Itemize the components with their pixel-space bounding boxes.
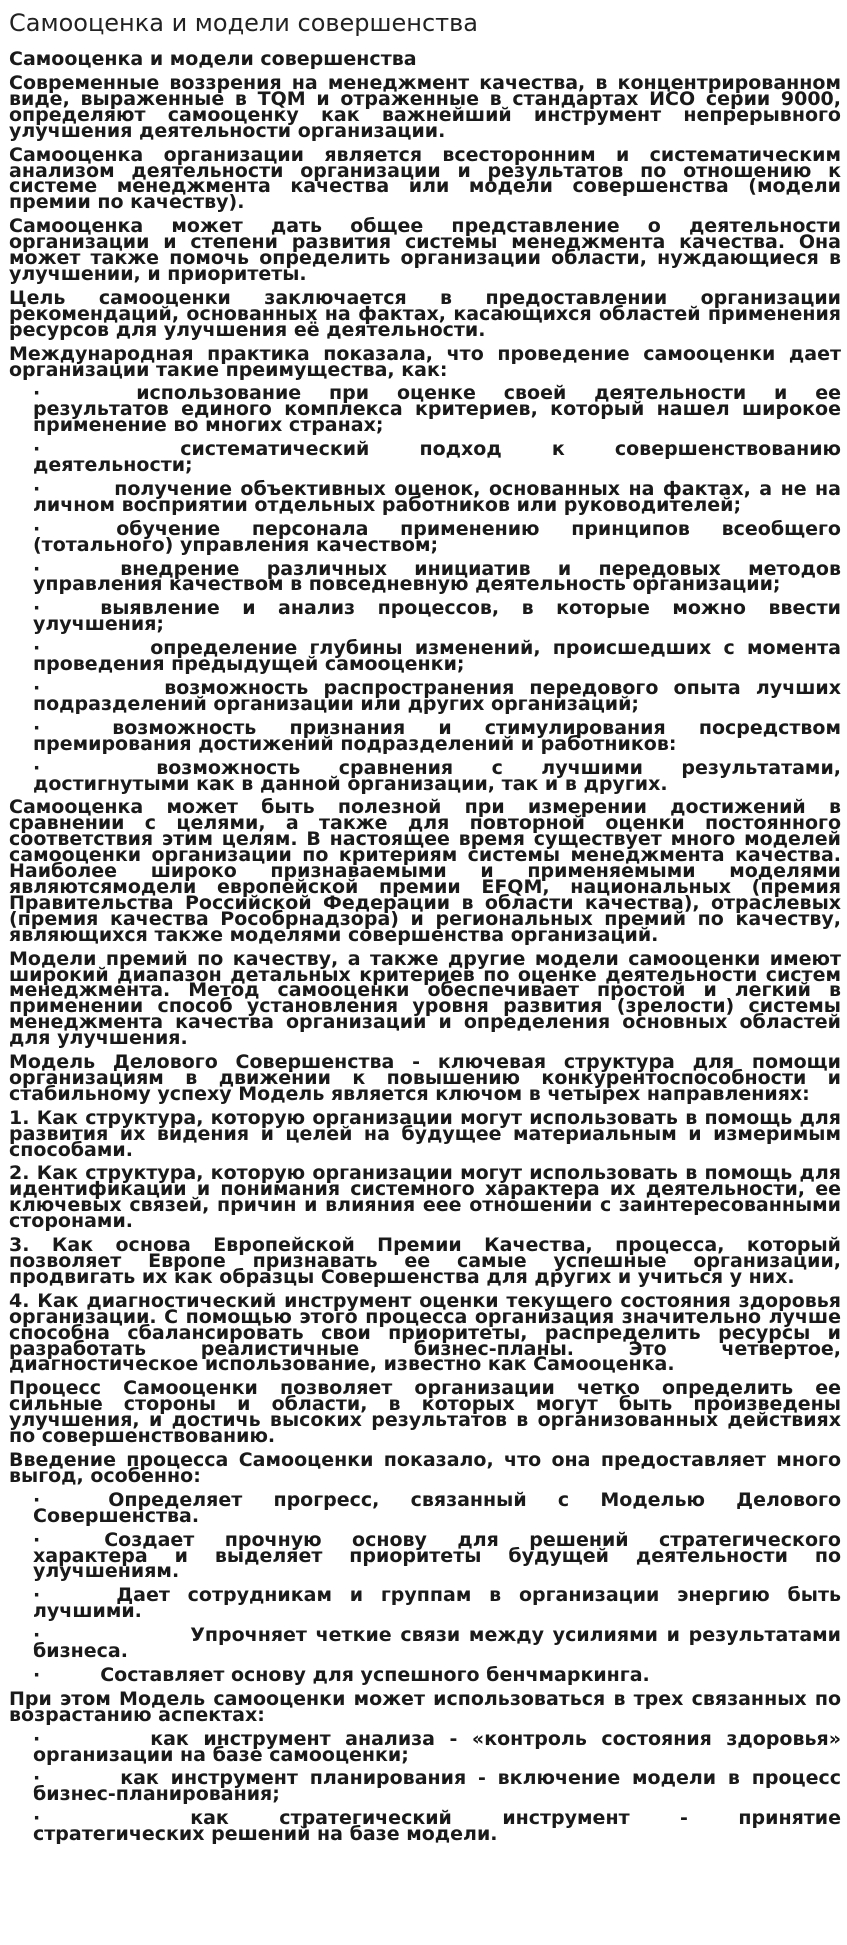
bullet-icon: · [33, 637, 41, 660]
paragraph: Самооценка организации является всесторонним и систематическим анализом деятельности организации и результатов по отношению к системе менеджмента качества или модели совершенства (модели премии по качеству). [9, 143, 841, 214]
list-item [33, 382, 841, 437]
paragraph: При этом Модель самооценки может использоваться в трех связанных по возрастанию аспектах: [9, 1687, 841, 1726]
list-item [33, 677, 841, 715]
list-item-text: возможность признания и стимулирования посредством премирования достижений подразделений и работников: [33, 716, 841, 755]
paragraph: 1. Как структура, которую организации могут использовать в помощь для развития их видения и целей на будущее материальным и измеримым способами. [9, 1106, 841, 1161]
paragraph: Самооценка может быть полезной при измерении достижений в сравнении с целями, а также для повторной оценки постоянного соответствия этим целям. В настоящее время существует много моделей самооценки организации по критериям системы менеджмента качества. Наиболее широко признаваемыми и применяемыми моделями являютсямодели европейской премии EFQM, национальных (премия Правительства Российской Федерации в области качества), отраслевых (премия качества Рособрнадзора) и региональных премий по качеству, являющихся также моделями совершенства организаций. [9, 796, 841, 946]
list-item [33, 1807, 841, 1846]
list-item-text: Составляет основу для успешного бенчмаркинга. [100, 1663, 650, 1686]
paragraph: 2. Как структура, которую организации могут использовать в помощь для идентификации и понимания системного характера их деятельности, ее ключевых связей, причин и влияния еее отношении с заинтересованными сторонами. [9, 1162, 841, 1233]
list-item-text: возможность распространения передового опыта лучших подразделений организации или других организаций; [33, 677, 841, 715]
bullet-icon: · [33, 677, 41, 699]
bullet-icon: · [33, 1528, 41, 1551]
list-item-text: возможность сравнения с лучшими результатами, достигнутыми как в данной организации, так и в других. [33, 756, 841, 795]
paragraph: Цель самооценки заключается в предоставлении организации рекомендаций, основанных на фактах, касающихся областей применения ресурсов для улучшения её деятельности. [9, 286, 841, 341]
list-item-text: внедрение различных инициатив и передовых методов управления качеством в повседневную деятельность организации; [33, 557, 841, 596]
list-item [33, 637, 841, 676]
page-title: Самооценка и модели совершенства [9, 9, 478, 37]
list-item-text: получение объективных оценок, основанных на фактах, а не на личном восприятии отдельных работников или руководителей; [33, 477, 841, 516]
list-item [33, 1767, 841, 1806]
bullet-icon: · [33, 477, 41, 500]
list-item [33, 438, 841, 477]
document-body [9, 72, 841, 1846]
list-item-text: выявление и анализ процессов, в которые можно ввести улучшения; [33, 597, 841, 636]
bullet-icon: · [33, 1807, 41, 1830]
paragraph: Современные воззрения на менеджмент качества, в концентрированном виде, выраженные в TQM и отраженные в стандартах ИСО серии 9000, определяют самооценку как важнейший инструмент непрерывного улучшения деятельности организации. [9, 72, 841, 142]
paragraph: Международная практика показала, что проведение самооценки дает организации такие преимущества, как: [9, 342, 841, 381]
list-item [33, 1663, 841, 1686]
bullet-icon: · [33, 517, 41, 540]
list-item [33, 716, 841, 755]
list-item [33, 1727, 841, 1766]
list-item-text: Создает прочную основу для решений стратегического характера и выделяет приоритеты будущей деятельности по улучшениям. [33, 1528, 841, 1583]
list-item-text: как инструмент планирования - включение модели в процесс бизнес-планирования; [33, 1767, 841, 1806]
bullet-icon: · [33, 1727, 41, 1750]
list-item-text: Упрочняет четкие связи между усилиями и результатами бизнеса. [33, 1624, 841, 1663]
bullet-icon: · [33, 756, 41, 779]
list-item [33, 756, 841, 795]
list-item [33, 557, 841, 596]
paragraph: Введение процесса Самооценки показало, что она предоставляет много выгод, особенно: [9, 1448, 841, 1487]
bullet-icon: · [33, 438, 41, 461]
bullet-icon: · [33, 1624, 41, 1647]
list-item [33, 477, 841, 516]
bullet-icon: · [33, 1584, 41, 1607]
paragraph: Модели премий по качеству, а также другие модели самооценки имеют широкий диапазон детальных критериев по оценке деятельности систем менеджмента. Метод самооценки обеспечивает простой и легкий в применении способ установления уровня развития (зрелости) системы менеджмента качества организации и определения основных областей для улучшения. [9, 947, 841, 1050]
bullet-icon: · [33, 716, 41, 739]
list-item-text: использование при оценке своей деятельности и ее результатов единого комплекса критериев, который нашел широкое применение во многих странах; [33, 382, 841, 437]
paragraph: Самооценка может дать общее представление о деятельности организации и степени развития системы менеджмента качества. Она может также помочь определить организации области, нуждающиеся в улучшении, и приоритеты. [9, 215, 841, 285]
list-item-text: Определяет прогресс, связанный с Моделью Делового Совершенства. [33, 1488, 841, 1527]
bullet-icon: · [33, 1767, 41, 1790]
bullet-icon: · [33, 1488, 41, 1511]
bullet-icon: · [33, 1663, 41, 1686]
paragraph: Модель Делового Совершенства - ключевая структура для помощи организациям в движении к повышению конкурентоспособности и стабильному успеху Модель является ключом в четырех направлениях: [9, 1051, 841, 1105]
list-item [33, 517, 841, 556]
list-item-text: Дает сотрудникам и группам в организации энергию быть лучшими. [33, 1584, 841, 1623]
list-item-text: как стратегический инструмент - принятие стратегических решений на базе модели. [33, 1807, 841, 1846]
list-item [33, 597, 841, 636]
paragraph: 4. Как диагностический инструмент оценки текущего состояния здоровья организации. С помощью этого процесса организация значительно лучше способна сбалансировать свои приоритеты, распределить ресурсы и разработать реалистичные бизнес-планы. Это четвертое, диагностическое использование, известно как Самооценка. [9, 1289, 841, 1376]
paragraph: Процесс Самооценки позволяет организации четко определить ее сильные стороны и области, в которых могут быть произведены улучшения, и достичь высоких результатов в организованных действиях по совершенствованию. [9, 1377, 841, 1448]
list-item-text: систематический подход к совершенствованию деятельности; [33, 438, 841, 477]
list-item-text: как инструмент анализа - «контроль состояния здоровья» организации на базе самооценки; [33, 1727, 841, 1766]
list-item-text: определение глубины изменений, происшедших с момента проведения предыдущей самооценки; [33, 637, 841, 676]
section-heading: Самооценка и модели совершенства [9, 48, 417, 70]
list-item [33, 1488, 841, 1527]
paragraph: 3. Как основа Европейской Премии Качества, процесса, который позволяет Европе признавать ее самые успешные организации, продвигать их как образцы Совершенства для других и учиться у них. [9, 1234, 841, 1288]
list-item-text: обучение персонала применению принципов всеобщего (тотального) управления качеством; [33, 517, 841, 556]
list-item [33, 1624, 841, 1663]
bullet-icon: · [33, 382, 41, 405]
bullet-icon: · [33, 597, 41, 620]
list-item [33, 1584, 841, 1623]
bullet-icon: · [33, 557, 41, 580]
list-item [33, 1528, 841, 1583]
